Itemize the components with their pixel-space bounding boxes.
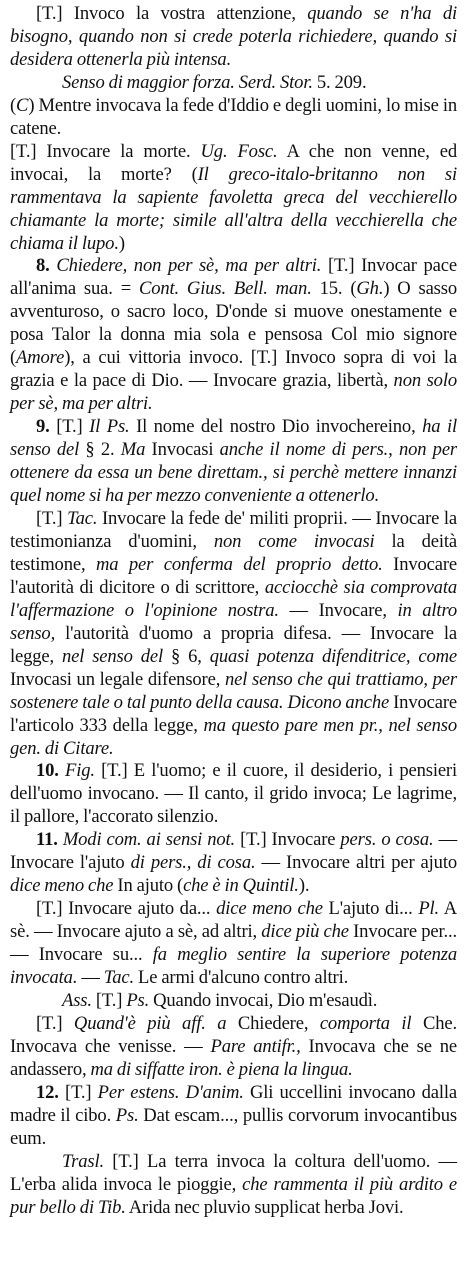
text-run: Pl. — [418, 898, 440, 920]
text-run: Ps. — [115, 1104, 139, 1126]
sense-12-paragraph — [10, 1082, 457, 1151]
text-run: Gh. — [356, 278, 384, 300]
text-run: nel senso che qui trattiamo, per sostenere tale o tal punto della causa. Dicono anche — [10, 668, 457, 713]
text-run: dice meno che — [10, 875, 114, 897]
text-run: 10. — [36, 760, 66, 782]
text-run: ( — [10, 94, 17, 116]
text-run: 9. — [36, 416, 57, 438]
text-run: L'ajuto di... — [322, 898, 419, 920]
paragraph-14 — [10, 1151, 457, 1220]
text-run: in altro senso, — [10, 599, 457, 644]
text-run: [T.] — [36, 507, 68, 529]
text-run: di pers., di cosa. — [130, 852, 256, 874]
text-run: Che. Invocava che venisse. — — [10, 1012, 457, 1057]
text-run: non come invocasi — [213, 530, 375, 552]
text-run: Ug. Fosc. — [200, 140, 278, 162]
sense-11-paragraph — [10, 829, 457, 898]
text-run: 12. — [36, 1081, 66, 1103]
text-run: [T.] — [56, 416, 90, 438]
text-run: [T.] — [36, 1012, 74, 1034]
text-run: [T.] — [91, 989, 127, 1011]
text-run: Dat escam..., pullis corvorum invocantibus eum. — [10, 1104, 457, 1149]
text-run: Invocare l'autorità di dicitore o di scrittore, — [10, 553, 457, 598]
paragraph-1 — [10, 3, 457, 72]
text-run: Tac. — [67, 507, 98, 529]
text-run: Modi com. ai sensi not. — [62, 829, 236, 851]
text-run: nel senso del — [61, 645, 164, 667]
text-run: Il greco-italo-britanno non si rammentava la sapiente favoletta greca del vecchierello chiamante la morte; simile all'altra della vecchierella che chiama il lupo. — [10, 163, 457, 254]
text-run: 5. 209. — [312, 71, 367, 93]
text-run: Invocasi un legale difensore, — [10, 668, 225, 690]
text-run: Invocasi — [145, 439, 220, 461]
sense-10-paragraph — [10, 760, 457, 829]
text-run: fa meglio sentire la superiore potenza invocata. — [10, 944, 457, 989]
text-run: Ma — [120, 439, 146, 461]
paragraph-2 — [10, 72, 457, 95]
text-run: non solo per sè, ma per altri. — [10, 370, 457, 415]
text-run: [T.] La terra invoca la coltura dell'uomo. — L'erba alida invoca le pioggie, — [10, 1150, 457, 1195]
text-run: [T.] Invoco la vostra attenzione, — [36, 3, 308, 24]
text-run: § 6, — [163, 645, 210, 667]
text-run: Quando invocai, Dio m'esaudì. — [149, 989, 378, 1011]
paragraph-4 — [10, 141, 457, 256]
text-run: In ajuto ( — [113, 875, 184, 897]
text-run: dice meno che — [216, 898, 323, 920]
text-run: Cont. Gius. Bell. man. — [138, 278, 312, 300]
text-run: pers. o cosa. — [340, 829, 434, 851]
paragraph-10 — [10, 898, 457, 990]
paragraph-7 — [10, 508, 457, 760]
paragraph-11 — [10, 990, 457, 1013]
text-run: § 2. — [79, 439, 121, 461]
text-run: Pare antifr., — [210, 1035, 301, 1057]
text-run: Fig. — [65, 760, 95, 782]
text-run: — Invocare, — [278, 599, 398, 621]
text-run: Le armi d'alcuno contro altri. — [134, 967, 349, 989]
text-run: Ps. — [126, 989, 150, 1011]
text-run: ). — [298, 875, 310, 897]
text-run: Arida nec pluvio supplicat herba Jovi. — [125, 1196, 404, 1218]
text-run: anche il nome di pers., non per ottenere da essa un bene direttam., si perchè mettere innanzi quel nome si ha per mezzo conveniente a ottenerlo. — [10, 439, 458, 507]
text-run: Invocare la fede de' militi proprii. — Invocare la testimonianza d'uomini, — [10, 507, 457, 552]
text-run: [T.] Invocare — [235, 829, 341, 851]
text-run: A che non venne, ed invocai, la morte? ( — [10, 140, 457, 185]
text-run: acciocchè sia comprovata l'affermazione o l'opinione nostra. — [10, 576, 457, 621]
text-run: Invocava che se ne andassero, — [10, 1035, 457, 1080]
text-run: — Invocare l'ajuto — [10, 829, 458, 874]
text-run: 15. ( — [311, 278, 357, 300]
text-run: Chiedere, non per sè, ma per altri. — [56, 255, 322, 277]
text-run: [T.] — [65, 1081, 98, 1103]
text-run: 8. — [36, 255, 57, 277]
text-run: A sè. — Invocare ajuto a sè, ad altri, — [10, 898, 457, 943]
text-run: [T.] Invocar pace all'anima sua. = — [10, 255, 457, 300]
text-run: — Invocare altri per ajuto — [255, 852, 457, 874]
sense-8-paragraph — [10, 255, 457, 416]
text-run: che rammenta il più ardito e pur bello di Tib. — [10, 1173, 458, 1218]
sense-9-paragraph — [10, 416, 457, 508]
text-run: Chiedere, — [226, 1012, 320, 1034]
text-run: Ass. — [62, 989, 92, 1011]
text-run: ma per conferma del proprio detto. — [95, 553, 383, 575]
text-run: la deità testimone, — [10, 530, 457, 575]
text-run: comporta il — [319, 1012, 412, 1034]
text-run: 11. — [36, 829, 63, 851]
text-run: [T.] E l'uomo; e il cuore, il desiderio, i pensieri dell'uomo invocano. — Il canto, il grido invoca; Le lagrime, il pallore, l'accorato silenzio. — [10, 760, 457, 828]
paragraph-3 — [10, 95, 457, 141]
text-run: Il Ps. — [89, 416, 130, 438]
text-run: Il nome del nostro Dio invochereino, — [129, 416, 423, 438]
text-run: Tac. — [103, 967, 135, 989]
text-run: Trasl. — [62, 1150, 104, 1172]
text-run: Gli uccellini invocano dalla madre il cibo. — [10, 1081, 457, 1126]
text-run: Invocare per... — Invocare su... — [10, 921, 457, 966]
text-run: Invocare l'articolo 333 della legge, — [10, 691, 457, 736]
text-run: che è in Quintil. — [183, 875, 299, 897]
text-run: ) O sasso avventuroso, o sacro loco, D'onde si muove onestamente e posa Talor la donna mia sola e pensosa Col mio signore ( — [10, 278, 457, 369]
text-run: [T.] Invocare la morte. — [10, 140, 201, 162]
text-run: — — [77, 967, 104, 989]
text-run: ) Mentre invocava la fede d'Iddio e degli uomini, lo mise in catene. — [10, 94, 457, 139]
text-run: C — [16, 94, 29, 116]
paragraph-12 — [10, 1013, 457, 1082]
text-run: Quand'è più aff. a — [73, 1012, 227, 1034]
text-run: ma di siffatte iron. è piena la lingua. — [90, 1058, 353, 1080]
text-run: Amore — [16, 347, 65, 369]
text-run: ), a cui vittoria invoco. [T.] Invoco sopra di voi la grazia e la pace di Dio. — Invocare grazia, libertà, — [10, 347, 457, 392]
text-run: ) — [118, 232, 125, 254]
text-run: l'autorità d'uomo a propria difesa. — Invocare la legge, — [10, 622, 457, 667]
text-run: Per estens. D'anim. — [97, 1081, 244, 1103]
text-run: ha il senso del — [10, 416, 457, 461]
text-run: quasi potenza difenditrice, come — [209, 645, 457, 667]
text-run: quando se n'ha di bisogno, quando non si crede poterla richiedere, quando si desidera ottenerla più intensa. — [10, 3, 457, 70]
text-run: [T.] Invocare ajuto da... — [36, 898, 217, 920]
text-run: dice più che — [261, 921, 349, 943]
text-run: Senso di maggior forza. Serd. Stor. — [62, 71, 313, 93]
text-run: ma questo pare men pr., nel senso gen. di Citare. — [10, 714, 458, 759]
